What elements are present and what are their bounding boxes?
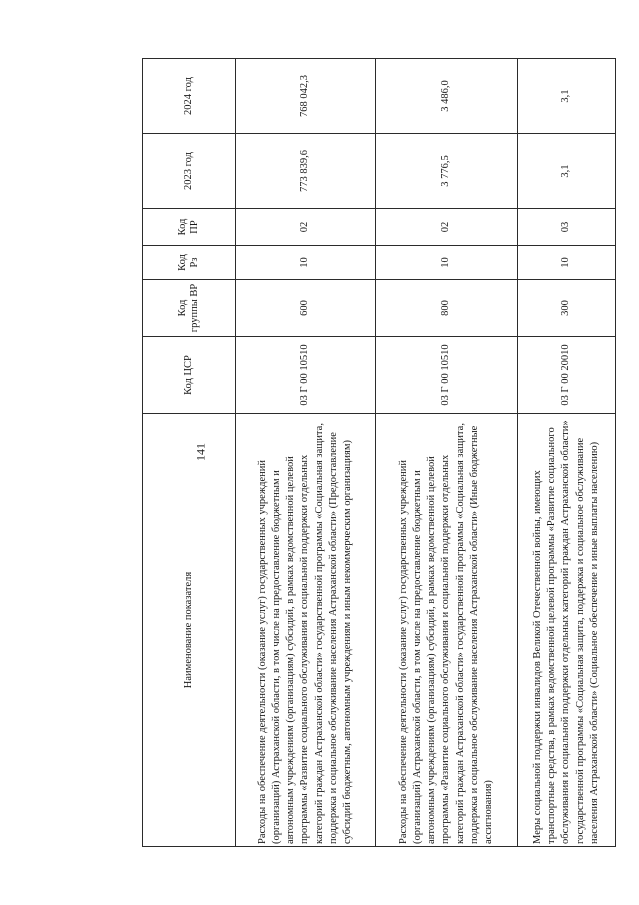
page-number: 141 (193, 443, 208, 461)
header-name: Наименование показателя (143, 414, 236, 847)
rotated-table-container (142, 59, 600, 847)
header-rz: Код Рз (143, 246, 236, 280)
row-2023: 773 839,6 (236, 134, 376, 209)
row-2023: 3,1 (518, 134, 616, 209)
row-rz: 10 (236, 246, 376, 280)
row-pr: 02 (236, 209, 376, 246)
row-csr: 03 Г 00 20010 (518, 337, 616, 414)
row-2023: 3 776,5 (376, 134, 518, 209)
header-csr: Код ЦСР (143, 337, 236, 414)
row-csr: 03 Г 00 10510 (236, 337, 376, 414)
row-vr: 600 (236, 280, 376, 337)
header-vr: Код группы ВР (143, 280, 236, 337)
row-2024: 3 486,0 (376, 59, 518, 134)
row-vr: 300 (518, 280, 616, 337)
row-2024: 3,1 (518, 59, 616, 134)
budget-table (142, 58, 616, 847)
header-2023: 2023 год (143, 134, 236, 209)
row-rz: 10 (518, 246, 616, 280)
row-rz: 10 (376, 246, 518, 280)
row-name: Меры социальной поддержки инвалидов Великой Отечественной войны, имеющих транспортные средства, в рамках ведомственной целевой программы «Развитие социального обслуживания и социальной поддержки отдельных категорий граждан Астраханской области» государственной программы «Социальная защита, поддержка и социальное обслуживание населения Астраханской области» (Социальное обеспечение и иные выплаты населению) (518, 414, 616, 847)
row-pr: 02 (376, 209, 518, 246)
row-csr: 03 Г 00 10510 (376, 337, 518, 414)
row-name: Расходы на обеспечение деятельности (оказание услуг) государственных учреждений (организаций) Астраханской области, в том числе на предоставление бюджетным и автономным учреждениям (организациям) субсидий, в рамках ведомственной целевой программы «Развитие социального обслуживания и социальной поддержки отдельных категорий граждан Астраханской области» государственной программы «Социальная защита, поддержка и социальное обслуживание населения Астраханской области» (Иные бюджетные ассигнования) (376, 414, 518, 847)
table-header-row (143, 59, 236, 847)
row-2024: 768 042,3 (236, 59, 376, 134)
header-pr: Код ПР (143, 209, 236, 246)
row-name: Расходы на обеспечение деятельности (оказание услуг) государственных учреждений (организаций) Астраханской области, в том числе на предоставление бюджетным и автономным учреждениям (организациям) субсидий, в рамках ведомственной целевой программы «Развитие социального обслуживания и социальной поддержки отдельных категорий граждан Астраханской области» государственной программы «Социальная защита, поддержка и социальное обслуживание населения Астраханской области» (Предоставление субсидий бюджетным, автономным учреждениям и иным некоммерческим организациям) (236, 414, 376, 847)
table-row (376, 59, 518, 847)
header-2024: 2024 год (143, 59, 236, 134)
row-vr: 800 (376, 280, 518, 337)
table-row (518, 59, 616, 847)
row-pr: 03 (518, 209, 616, 246)
table-row (236, 59, 376, 847)
